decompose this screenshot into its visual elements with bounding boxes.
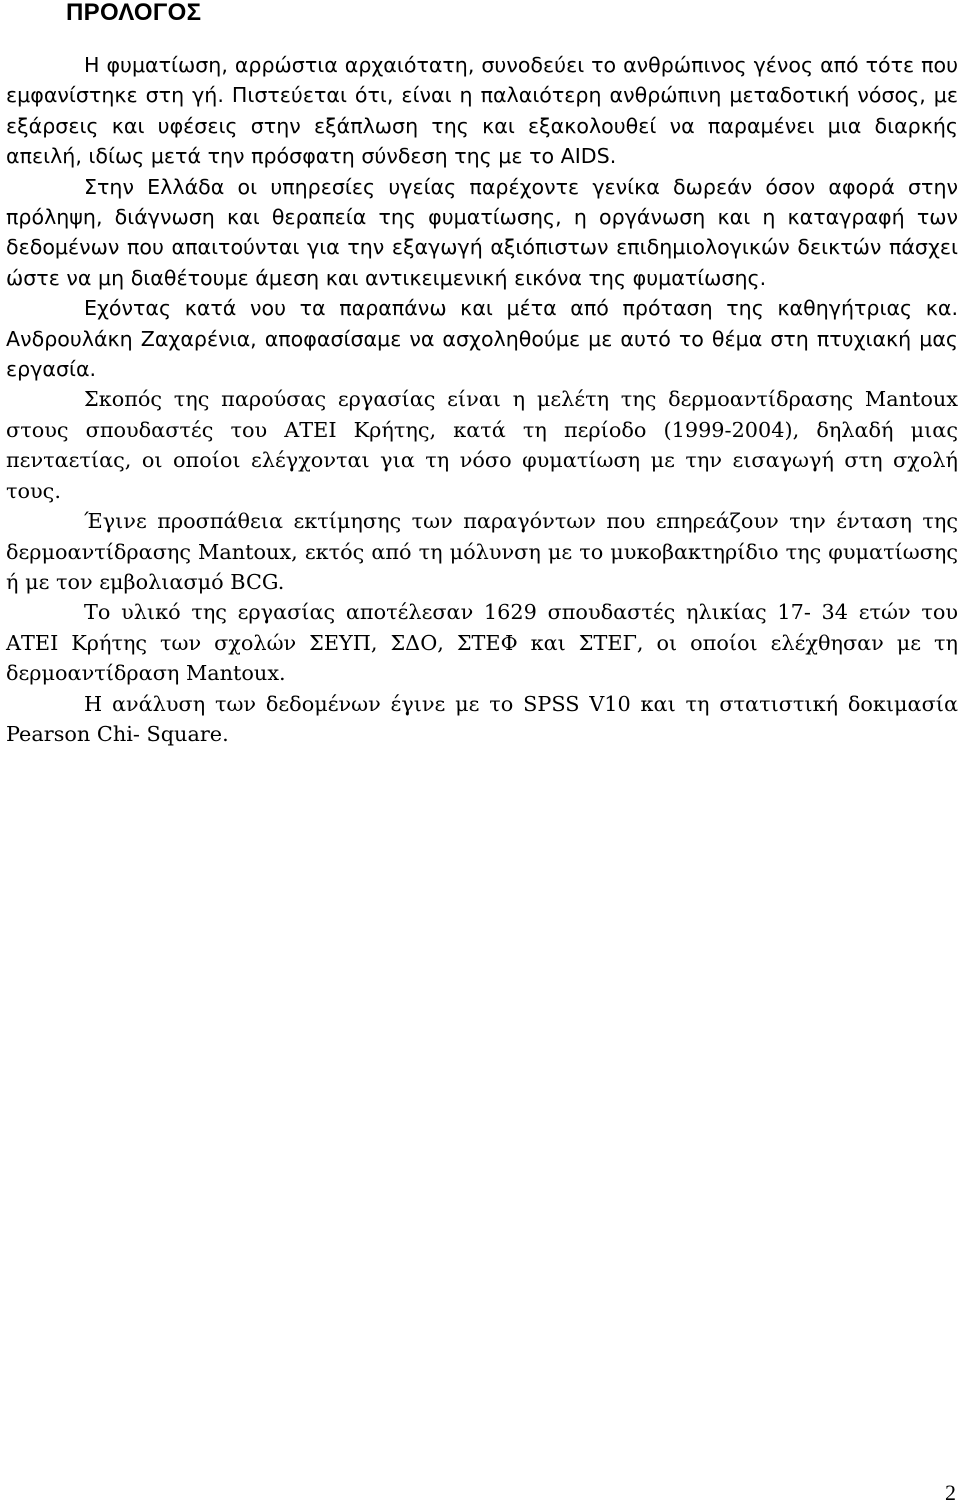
page-title: ΠΡΟΛΟΓΟΣ — [66, 0, 202, 26]
paragraph-material: Το υλικό της εργασίας αποτέλεσαν 1629 σπουδαστές ηλικίας 17- 34 ετών του ΑΤΕΙ Κρήτης των σχολών ΣΕΥΠ, ΣΔΟ, ΣΤΕΦ και ΣΤΕΓ, οι οποίοι ελέχθησαν με τη δερμοαντίδραση Mantoux. — [6, 600, 958, 686]
paragraph-analysis: Η ανάλυση των δεδομένων έγινε με το SPSS V10 και τη στατιστική δοκιμασία Pearson Chi- Square. — [6, 691, 958, 746]
preface-body — [6, 50, 958, 749]
paragraph-motivation: Εχόντας κατά νου τα παραπάνω και μέτα από πρόταση της καθηγήτριας κα. Ανδρουλάκη Ζαχαρένια, αποφασίσαμε να ασχοληθούμε με αυτό το θέμα στη πτυχιακή μας εργασία. — [6, 296, 958, 382]
paragraph-intro: Η φυματίωση, αρρώστια αρχαιότατη, συνοδεύει το ανθρώπινος γένος από τότε που εμφανίστηκε στη γή. Πιστεύεται ότι, είναι η παλαιότερη ανθρώπινη μεταδοτική νόσος, με εξάρσεις και υφέσεις στην εξάπλωση της και εξακολουθεί να παραμένει μια διαρκής απειλή, ιδίως μετά την πρόσφατη σύνδεση της με το AIDS. — [6, 53, 958, 169]
paragraph-aim: Σκοπός της παρούσας εργασίας είναι η μελέτη της δερμοαντίδρασης Mantoux στους σπουδαστές του ΑΤΕΙ Κρήτης, κατά τη περίοδο (1999-2004), δηλαδή μιας πενταετίας, οι οποίοι ελέγχονται για τη νόσο φυματίωση με την εισαγωγή στη σχολή τους. — [6, 387, 958, 503]
paragraph-factors: Έγινε προσπάθεια εκτίμησης των παραγόντων που επηρεάζουν την ένταση της δερμοαντίδρασης Mantoux, εκτός από τη μόλυνση με το μυκοβακτηρίδιο της φυματίωσης ή με τον εμβολιασμό BCG. — [6, 509, 958, 594]
paragraph-greece-services: Στην Ελλάδα οι υπηρεσίες υγείας παρέχοντε γενίκα δωρεάν όσον αφορά στην πρόληψη, διάγνωση και θεραπεία της φυματίωσης, η οργάνωση και η καταγραφή των δεδομένων που απαιτούνται για την εξαγωγή αξιόπιστων επιδημιολογικών δεικτών πάσχει ώστε να μη διαθέτουμε άμεση και αντικειμενική εικόνα της φυματίωσης. — [6, 174, 958, 290]
page-number: 2 — [945, 1480, 956, 1505]
